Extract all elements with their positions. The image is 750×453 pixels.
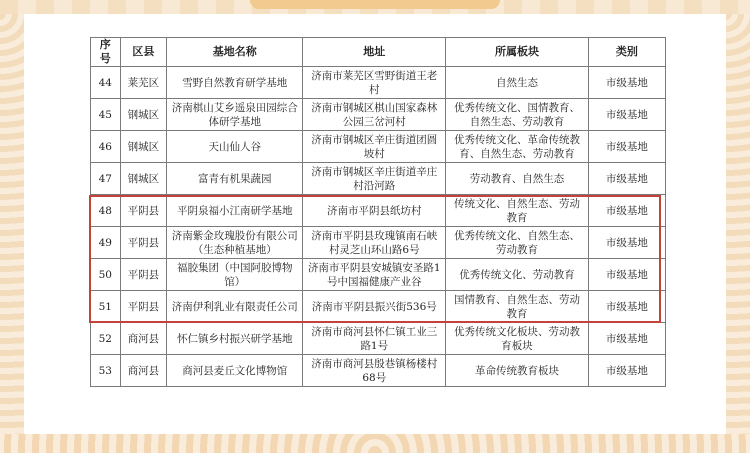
cell-name: 福胶集团（中国阿胶博物馆） (167, 259, 303, 291)
table-row (91, 355, 666, 387)
header-no: 序号 (91, 38, 121, 67)
decorative-right-border (726, 14, 750, 434)
cell-section: 优秀传统文化、自然生态、劳动教育 (446, 227, 589, 259)
cell-category: 市级基地 (588, 259, 665, 291)
cell-section: 自然生态 (446, 67, 589, 99)
decorative-left-border (0, 14, 24, 434)
cell-section: 优秀传统文化、国情教育、自然生态、劳动教育 (446, 99, 589, 131)
cell-name: 平阴泉福小江南研学基地 (167, 195, 303, 227)
table-row (91, 67, 666, 99)
table-row (91, 163, 666, 195)
cell-address: 济南市钢城区辛庄街道团圆坡村 (303, 131, 446, 163)
table-row (91, 323, 666, 355)
header-address: 地址 (303, 38, 446, 67)
cell-section: 优秀传统文化板块、劳动教育板块 (446, 323, 589, 355)
cell-district: 平阴县 (120, 291, 167, 323)
cell-name: 济南紫金玫瑰股份有限公司（生态种植基地） (167, 227, 303, 259)
table-row (91, 131, 666, 163)
cell-address: 济南市钢城区棋山国家森林公园三岔河村 (303, 99, 446, 131)
cell-district: 平阴县 (120, 259, 167, 291)
cell-address: 济南市商河县怀仁镇工业三路1号 (303, 323, 446, 355)
cell-no: 46 (91, 131, 121, 163)
table-row (91, 259, 666, 291)
cell-address: 济南市平阴县振兴街536号 (303, 291, 446, 323)
cell-name: 富青有机果蔬园 (167, 163, 303, 195)
header-section: 所属板块 (446, 38, 589, 67)
cell-district: 莱芜区 (120, 67, 167, 99)
cell-address: 济南市平阴县安城镇安圣路1号中国福健康产业谷 (303, 259, 446, 291)
cell-no: 48 (91, 195, 121, 227)
cell-no: 49 (91, 227, 121, 259)
cell-section: 优秀传统文化、劳动教育 (446, 259, 589, 291)
cell-name: 天山仙人谷 (167, 131, 303, 163)
cell-category: 市级基地 (588, 195, 665, 227)
cell-no: 45 (91, 99, 121, 131)
cell-no: 51 (91, 291, 121, 323)
cell-district: 钢城区 (120, 131, 167, 163)
cell-category: 市级基地 (588, 355, 665, 387)
cell-section: 传统文化、自然生态、劳动教育 (446, 195, 589, 227)
cell-category: 市级基地 (588, 323, 665, 355)
cell-name: 商河县麦丘文化博物馆 (167, 355, 303, 387)
cell-district: 平阴县 (120, 227, 167, 259)
table-row (91, 195, 666, 227)
cell-name: 雪野自然教育研学基地 (167, 67, 303, 99)
cell-section: 优秀传统文化、革命传统教育、自然生态、劳动教育 (446, 131, 589, 163)
decorative-top-border (0, 0, 750, 14)
cell-category: 市级基地 (588, 99, 665, 131)
table-row (91, 99, 666, 131)
top-tab-decoration (250, 0, 500, 9)
cell-category: 市级基地 (588, 291, 665, 323)
cell-no: 47 (91, 163, 121, 195)
cell-address: 济南市平阴县纸坊村 (303, 195, 446, 227)
table-row (91, 291, 666, 323)
header-category: 类别 (588, 38, 665, 67)
study-base-table (90, 37, 666, 387)
cell-no: 44 (91, 67, 121, 99)
cell-section: 革命传统教育板块 (446, 355, 589, 387)
cell-category: 市级基地 (588, 163, 665, 195)
cell-no: 50 (91, 259, 121, 291)
cell-district: 钢城区 (120, 99, 167, 131)
cell-district: 平阴县 (120, 195, 167, 227)
cell-address: 济南市平阴县玫瑰镇南石峡村灵芝山环山路6号 (303, 227, 446, 259)
header-name: 基地名称 (167, 38, 303, 67)
cell-address: 济南市莱芜区雪野街道王老村 (303, 67, 446, 99)
cell-name: 济南伊利乳业有限责任公司 (167, 291, 303, 323)
decorative-bottom-border (0, 434, 750, 453)
table-row (91, 227, 666, 259)
header-district: 区县 (120, 38, 167, 67)
cell-no: 53 (91, 355, 121, 387)
cell-name: 济南棋山艾乡遥泉田园综合体研学基地 (167, 99, 303, 131)
cell-address: 济南市钢城区辛庄街道辛庄村沿河路 (303, 163, 446, 195)
cell-district: 商河县 (120, 323, 167, 355)
cell-district: 商河县 (120, 355, 167, 387)
cell-section: 国情教育、自然生态、劳动教育 (446, 291, 589, 323)
cell-district: 钢城区 (120, 163, 167, 195)
cell-category: 市级基地 (588, 131, 665, 163)
cell-category: 市级基地 (588, 67, 665, 99)
cell-address: 济南市商河县殷巷镇杨楼村68号 (303, 355, 446, 387)
cell-category: 市级基地 (588, 227, 665, 259)
cell-no: 52 (91, 323, 121, 355)
cell-section: 劳动教育、自然生态 (446, 163, 589, 195)
table-header-row (91, 38, 666, 67)
cell-name: 怀仁镇乡村振兴研学基地 (167, 323, 303, 355)
